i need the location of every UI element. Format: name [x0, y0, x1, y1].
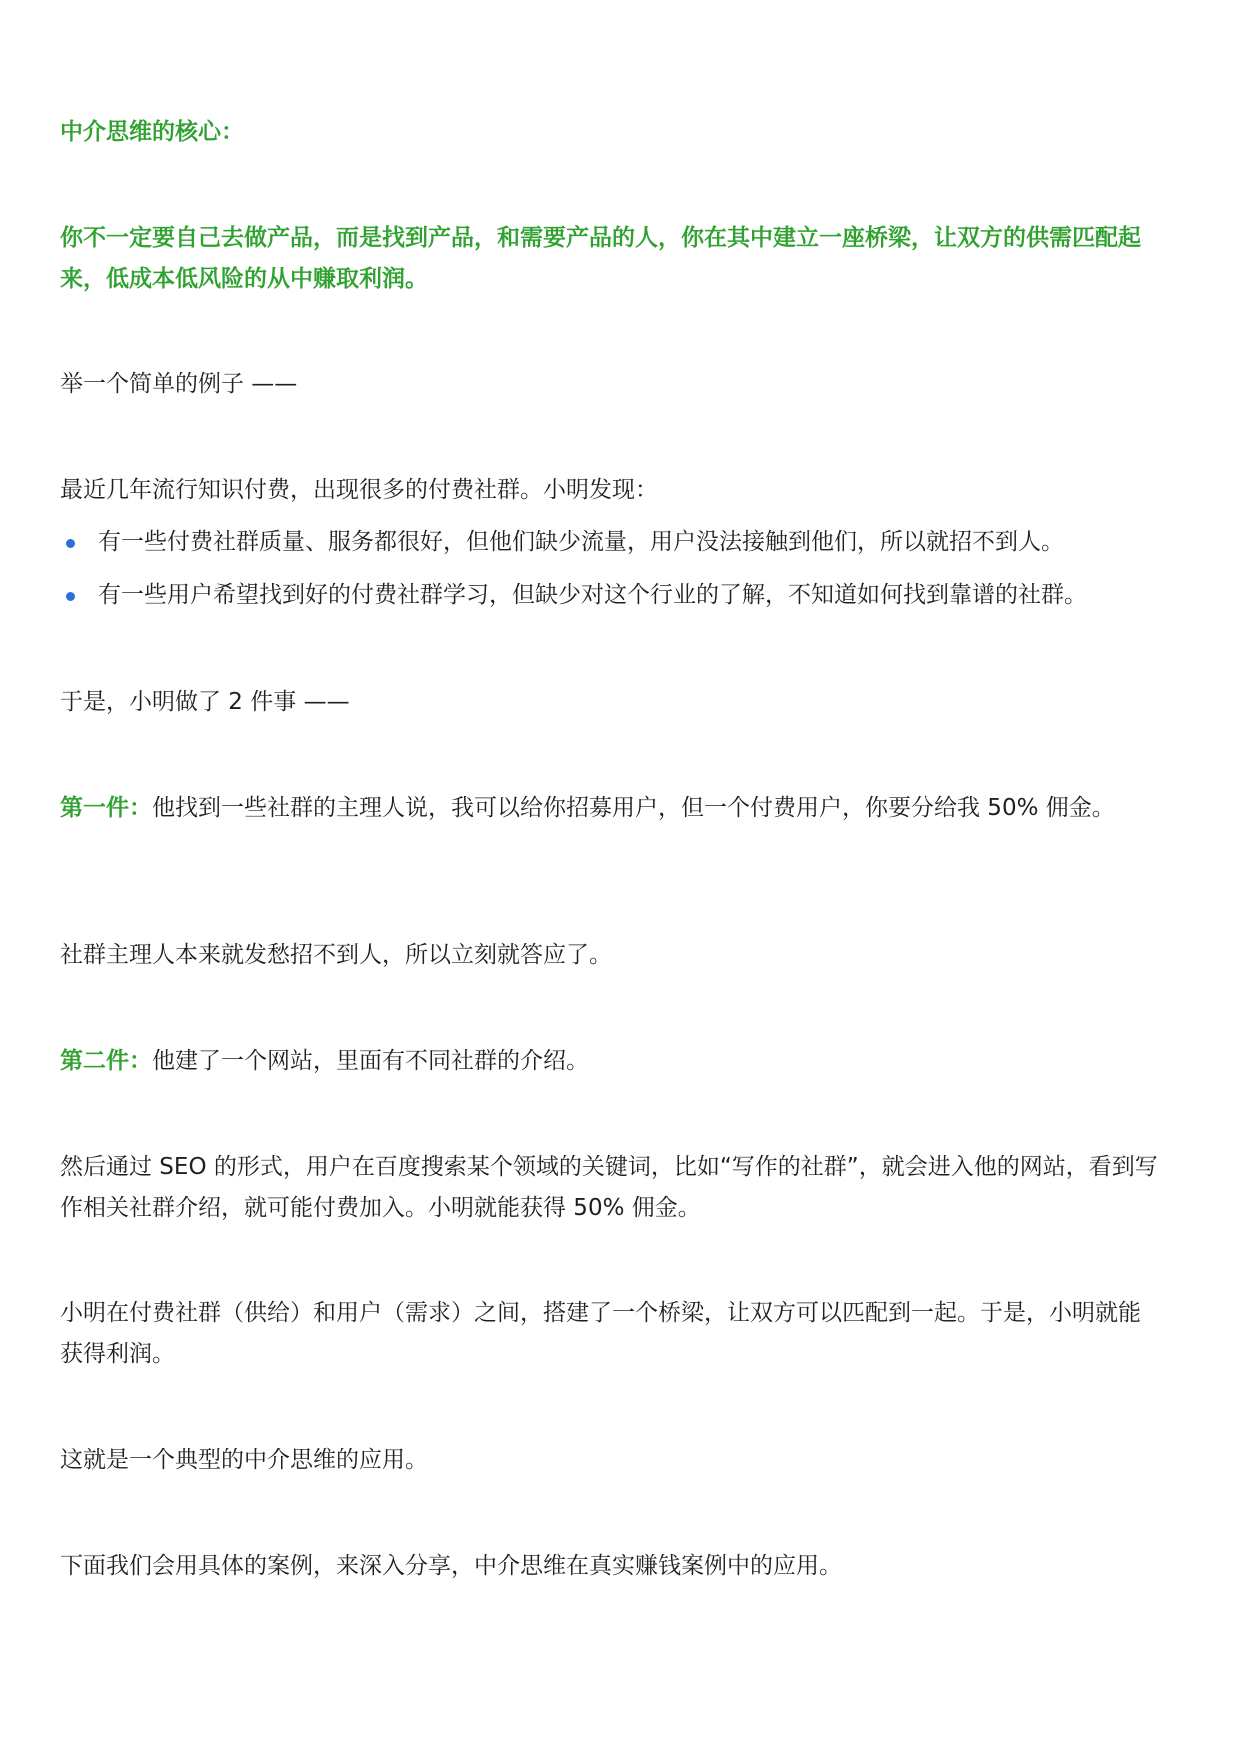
bullet-dot-icon — [66, 539, 75, 548]
second-thing — [60, 1041, 1160, 1082]
next-paragraph: 下面我们会用具体的案例，来深入分享，中介思维在真实赚钱案例中的应用。 — [60, 1553, 842, 1579]
list-item — [60, 516, 1180, 569]
two-things: 于是，小明做了 2 件事 —— — [60, 689, 350, 715]
observation: 最近几年流行知识付费，出现很多的付费社群。小明发现： — [60, 477, 658, 503]
first-thing — [60, 788, 1160, 829]
first-thing-label: 第一件： — [60, 795, 152, 821]
seo-paragraph: 然后通过 SEO 的形式，用户在百度搜索某个领域的关键词，比如“写作的社群”，就会进入他的网站，看到写作相关社群介绍，就可能付费加入。小明就能获得 50% 佣金。 — [60, 1154, 1158, 1221]
list-item — [60, 569, 1180, 622]
heading: 中介思维的核心： — [60, 119, 244, 145]
second-thing-text: 他建了一个网站，里面有不同社群的介绍。 — [152, 1048, 589, 1074]
core-statement: 你不一定要自己去做产品，而是找到产品，和需要产品的人，你在其中建立一座桥梁，让双方的供需匹配起来，低成本低风险的从中赚取利润。 — [60, 225, 1141, 292]
bridge-paragraph: 小明在付费社群（供给）和用户（需求）之间，搭建了一个桥梁，让双方可以匹配到一起。于是，小明就能获得利润。 — [60, 1300, 1141, 1367]
list-item-text: 有一些付费社群质量、服务都很好，但他们缺少流量，用户没法接触到他们，所以就招不到人。 — [98, 529, 1064, 555]
example-intro: 举一个简单的例子 —— — [60, 371, 298, 397]
list-item-text: 有一些用户希望找到好的付费社群学习，但缺少对这个行业的了解，不知道如何找到靠谱的社群。 — [98, 582, 1087, 608]
agreed-paragraph: 社群主理人本来就发愁招不到人，所以立刻就答应了。 — [60, 942, 612, 968]
first-thing-text: 他找到一些社群的主理人说，我可以给你招募用户，但一个付费用户，你要分给我 50% 佣金。 — [152, 795, 1115, 821]
bullet-dot-icon — [66, 592, 75, 601]
bullet-list — [60, 516, 1180, 622]
typical-paragraph: 这就是一个典型的中介思维的应用。 — [60, 1447, 428, 1473]
second-thing-label: 第二件： — [60, 1048, 152, 1074]
